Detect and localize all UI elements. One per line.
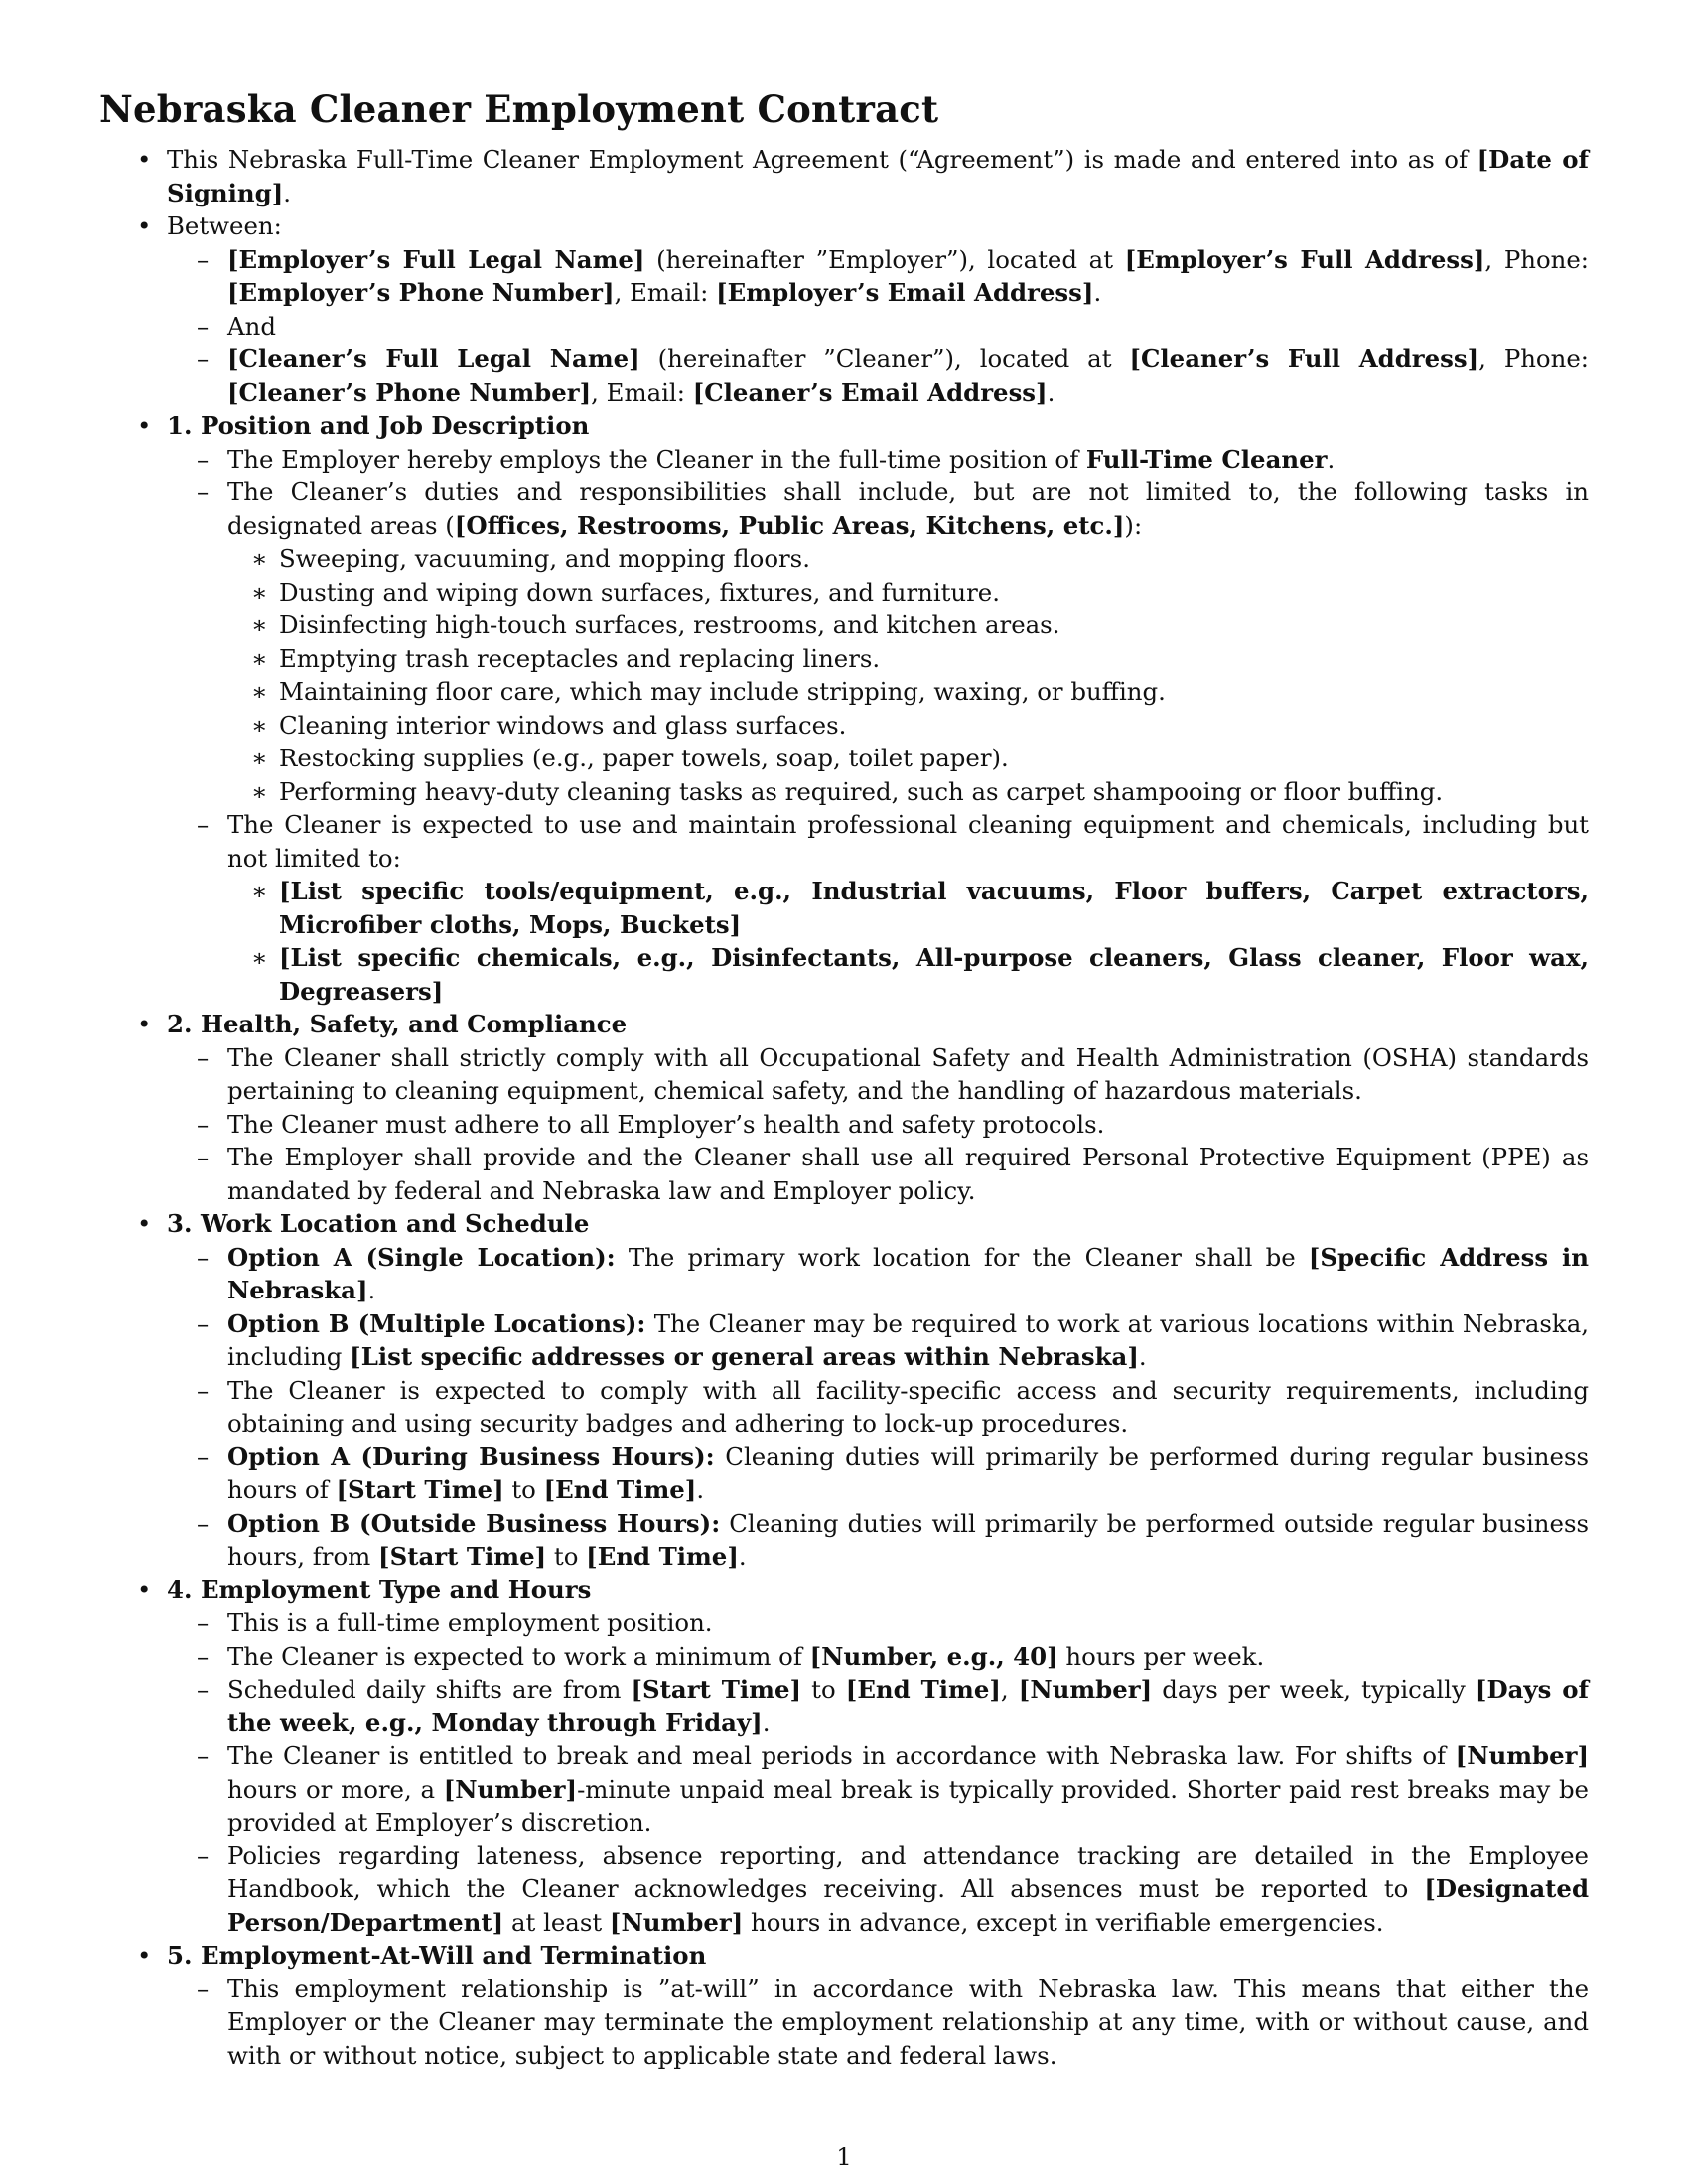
section-heading: 2. Health, Safety, and Compliance: [167, 1010, 628, 1038]
contract-list: [99, 143, 1589, 2072]
list-item: – The Cleaner’s duties and responsibilities shall include, but are not limited to, the following tasks in designated areas ([Offices, Restrooms, Public Areas, Kitchens, etc.]): ∗ Sweeping, vacuuming, and mopping floors. ∗ Dusting and wiping down surfaces, fixtures, and furniture. ∗ Disinfecting high-touch surfaces, restrooms, and kitchen areas. ∗ Emptying trash receptacles and replacing liners. ∗ Maintaining floor care, which may include stripping, waxing, or buffing. ∗ Cleaning interior windows and glass surfaces. ∗ Restocking supplies (e.g., paper towels, soap, toilet paper). ∗ Performing heavy-duty cleaning tasks as required, such as carpet shampooing or floor buffing.: [167, 476, 1589, 808]
page-number: 1: [836, 2142, 852, 2171]
list-item: – The Cleaner is expected to comply with all facility-specific access and security requirements, including obtaining and using security badges and adhering to lock-up procedures.: [167, 1374, 1589, 1440]
list-item: – Scheduled daily shifts are from [Start Time] to [End Time], [Number] days per week, typically [Days of the week, e.g., Monday through Friday].: [167, 1673, 1589, 1739]
employer-party: – [Employer’s Full Legal Name] (hereinafter ”Employer”), located at [Employer’s Full Address], Phone: [Employer’s Phone Number], Email: [Employer’s Email Address].: [167, 243, 1589, 310]
list-item: – The Cleaner is expected to use and maintain professional cleaning equipment and chemicals, including but not limited to: ∗ [List specific tools/equipment, e.g., Industrial vacuums, Floor buffers, Carpet extractors, Microfiber cloths, Mops, Buckets] ∗ [List specific chemicals, e.g., Disinfectants, All-purpose cleaners, Glass cleaner, Floor wax, Degreasers]: [167, 808, 1589, 1008]
section-5: [99, 1939, 1589, 2072]
parties-item: [99, 209, 1589, 409]
section-1: [99, 409, 1589, 1008]
task-item: ∗ Maintaining floor care, which may include stripping, waxing, or buffing.: [227, 675, 1589, 709]
list-item: – This is a full-time employment position.: [167, 1606, 1589, 1640]
task-item: ∗ Restocking supplies (e.g., paper towels, soap, toilet paper).: [227, 742, 1589, 775]
section-4: [99, 1573, 1589, 1940]
document-page: [99, 87, 1589, 2072]
list-item: – Policies regarding lateness, absence reporting, and attendance tracking are detailed in the Employee Handbook, which the Cleaner acknowledges receiving. All absences must be reported to [Designated Person/Department] at least [Number] hours in advance, except in verifiable emergencies.: [167, 1840, 1589, 1940]
task-item: ∗ Disinfecting high-touch surfaces, restrooms, and kitchen areas.: [227, 609, 1589, 642]
intro-item: • This Nebraska Full-Time Cleaner Employment Agreement (“Agreement”) is made and entered into as of [Date of Signing].: [99, 143, 1589, 209]
list-item: – The Employer hereby employs the Cleaner in the full-time position of Full-Time Cleaner.: [167, 443, 1589, 477]
task-item: ∗ Cleaning interior windows and glass surfaces.: [227, 709, 1589, 743]
and-label: – And: [167, 310, 1589, 343]
section-heading: 1. Position and Job Description: [167, 411, 590, 440]
section-3: [99, 1207, 1589, 1573]
list-item: – The Cleaner must adhere to all Employer’s health and safety protocols.: [167, 1108, 1589, 1142]
page-title: Nebraska Cleaner Employment Contract: [99, 87, 939, 131]
cleaner-party: – [Cleaner’s Full Legal Name] (hereinafter ”Cleaner”), located at [Cleaner’s Full Address], Phone: [Cleaner’s Phone Number], Email: [Cleaner’s Email Address].: [167, 342, 1589, 409]
task-item: ∗ Dusting and wiping down surfaces, fixtures, and furniture.: [227, 576, 1589, 610]
section-heading: 3. Work Location and Schedule: [167, 1209, 590, 1238]
list-item: – The Cleaner is entitled to break and meal periods in accordance with Nebraska law. For shifts of [Number] hours or more, a [Number]-minute unpaid meal break is typically provided. Shorter paid rest breaks may be provided at Employer’s discretion.: [167, 1739, 1589, 1840]
task-item: ∗ Emptying trash receptacles and replacing liners.: [227, 642, 1589, 676]
list-item: – This employment relationship is ”at-will” in accordance with Nebraska law. This means that either the Employer or the Cleaner may terminate the employment relationship at any time, with or without cause, and with or without notice, subject to applicable state and federal laws.: [167, 1973, 1589, 2073]
list-item: – Option B (Multiple Locations): The Cleaner may be required to work at various locations within Nebraska, including [List specific addresses or general areas within Nebraska].: [167, 1307, 1589, 1374]
equipment-item: ∗ [List specific tools/equipment, e.g., Industrial vacuums, Floor buffers, Carpet extractors, Microfiber cloths, Mops, Buckets]: [227, 875, 1589, 941]
list-item: – The Cleaner is expected to work a minimum of [Number, e.g., 40] hours per week.: [167, 1640, 1589, 1674]
between-label: Between:: [167, 211, 282, 240]
equipment-item: ∗ [List specific chemicals, e.g., Disinfectants, All-purpose cleaners, Glass cleaner, Floor wax, Degreasers]: [227, 941, 1589, 1008]
list-item: – Option A (During Business Hours): Cleaning duties will primarily be performed during regular business hours of [Start Time] to [End Time].: [167, 1440, 1589, 1507]
list-item: – The Cleaner shall strictly comply with all Occupational Safety and Health Administration (OSHA) standards pertaining to cleaning equipment, chemical safety, and the handling of hazardous materials.: [167, 1041, 1589, 1108]
section-heading: 4. Employment Type and Hours: [167, 1574, 592, 1604]
date-field: [Date of Signing]: [167, 145, 1589, 207]
section-heading: 5. Employment-At-Will and Termination: [167, 1941, 707, 1970]
list-item: – The Employer shall provide and the Cleaner shall use all required Personal Protective Equipment (PPE) as mandated by federal and Nebraska law and Employer policy.: [167, 1141, 1589, 1207]
task-item: ∗ Sweeping, vacuuming, and mopping floors.: [227, 542, 1589, 576]
list-item: – Option B (Outside Business Hours): Cleaning duties will primarily be performed outside regular business hours, from [Start Time] to [End Time].: [167, 1507, 1589, 1573]
list-item: – Option A (Single Location): The primary work location for the Cleaner shall be [Specific Address in Nebraska].: [167, 1241, 1589, 1307]
section-2: [99, 1008, 1589, 1207]
task-item: ∗ Performing heavy-duty cleaning tasks as required, such as carpet shampooing or floor buffing.: [227, 775, 1589, 809]
